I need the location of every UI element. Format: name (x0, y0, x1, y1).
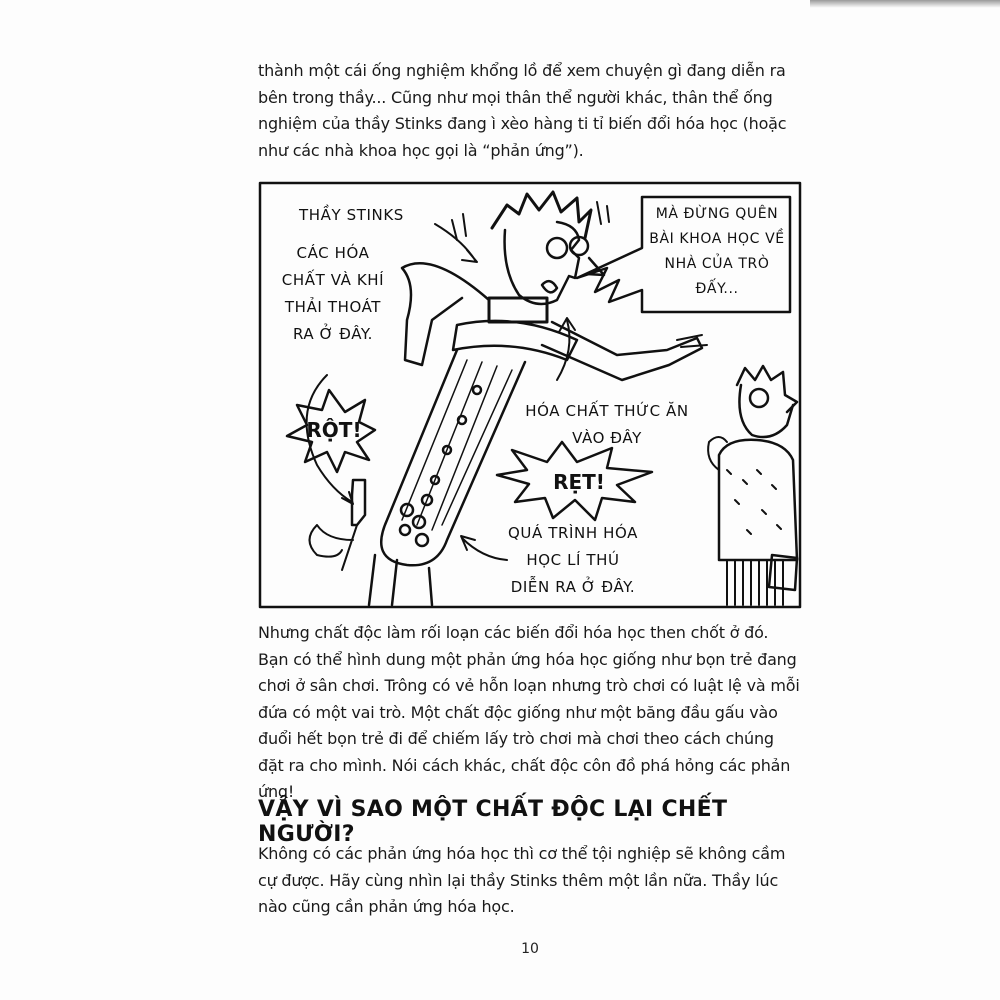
student-hand (708, 437, 727, 470)
label-teacher: THẦY STINKS (299, 206, 404, 224)
student-body (719, 440, 797, 560)
teacher-arm-right (542, 322, 702, 380)
sound-rot: RỘT! (306, 418, 362, 442)
student-legs (727, 560, 783, 605)
comic-illustration (257, 180, 803, 610)
teacher-mouth (542, 281, 557, 292)
speech-bubble-text: MÀ ĐỪNG QUÊN BÀI KHOA HỌC VỀ NHÀ CỦA TRÒ ĐẤY... (649, 206, 785, 297)
arrow-process (461, 536, 507, 560)
test-tube (381, 350, 525, 565)
teacher-glasses-left (547, 238, 567, 258)
intro-paragraph: thành một cái ống nghiệm khổng lồ để xem chuyện gì đang diễn ra bên trong thầy... Cũng như mọi thân thể người khác, thân thể ống nghiệm của thầy Stinks đang ì xèo hàng ti tỉ biến đổi hóa học (hoặc như các nhà khoa học gọi là “phản ứng”). (258, 61, 787, 160)
page-edge-shadow (810, 0, 1000, 8)
student-glasses (750, 389, 768, 407)
tube-rim (453, 321, 577, 360)
sound-ret: RẸT! (553, 470, 605, 494)
tap (352, 480, 365, 525)
poison-paragraph: Nhưng chất độc làm rối loạn các biến đổi hóa học then chốt ở đó. Bạn có thể hình dung một phản ứng hóa học giống như bọn trẻ đang chơi ở sân chơi. Trông có vẻ hỗn loạn nhưng trò chơi có luật lệ và mỗi đứa có một vai trò. Một chất độc giống như một băng đầu gấu vào đuổi hết bọn trẻ đi để chiếm lấy trò chơi mà chơi theo cách chúng đặt ra cho mình. Nói cách khác, chất độc côn đồ phá hỏng các phản ứng! (258, 623, 800, 801)
teacher-head (505, 222, 579, 304)
label-gases: CÁC HÓA CHẤT VÀ KHÍ THẢI THOÁT RA Ở ĐÂY. (281, 244, 385, 343)
closing-paragraph: Không có các phản ứng hóa học thì cơ thể tội nghiệp sẽ không cầm cự được. Hãy cùng nhìn lại thầy Stinks thêm một lần nữa. Thầy lúc nào cũng cần phản ứng hóa học. (258, 844, 786, 916)
arrow-teacher (435, 224, 477, 262)
label-food: HÓA CHẤT THỨC ĂN VÀO ĐÂY (525, 402, 689, 447)
label-process: QUÁ TRÌNH HÓA HỌC LÍ THÚ DIỄN RA Ở ĐÂY. (508, 524, 638, 596)
section-heading: VẬY VÌ SAO MỘT CHẤT ĐỘC LẠI CHẾT NGƯỜI? (258, 797, 728, 847)
student-hair (737, 366, 797, 412)
tube-cap (489, 298, 547, 322)
page-number: 10 (521, 941, 539, 957)
teacher-arm-left (402, 263, 489, 365)
